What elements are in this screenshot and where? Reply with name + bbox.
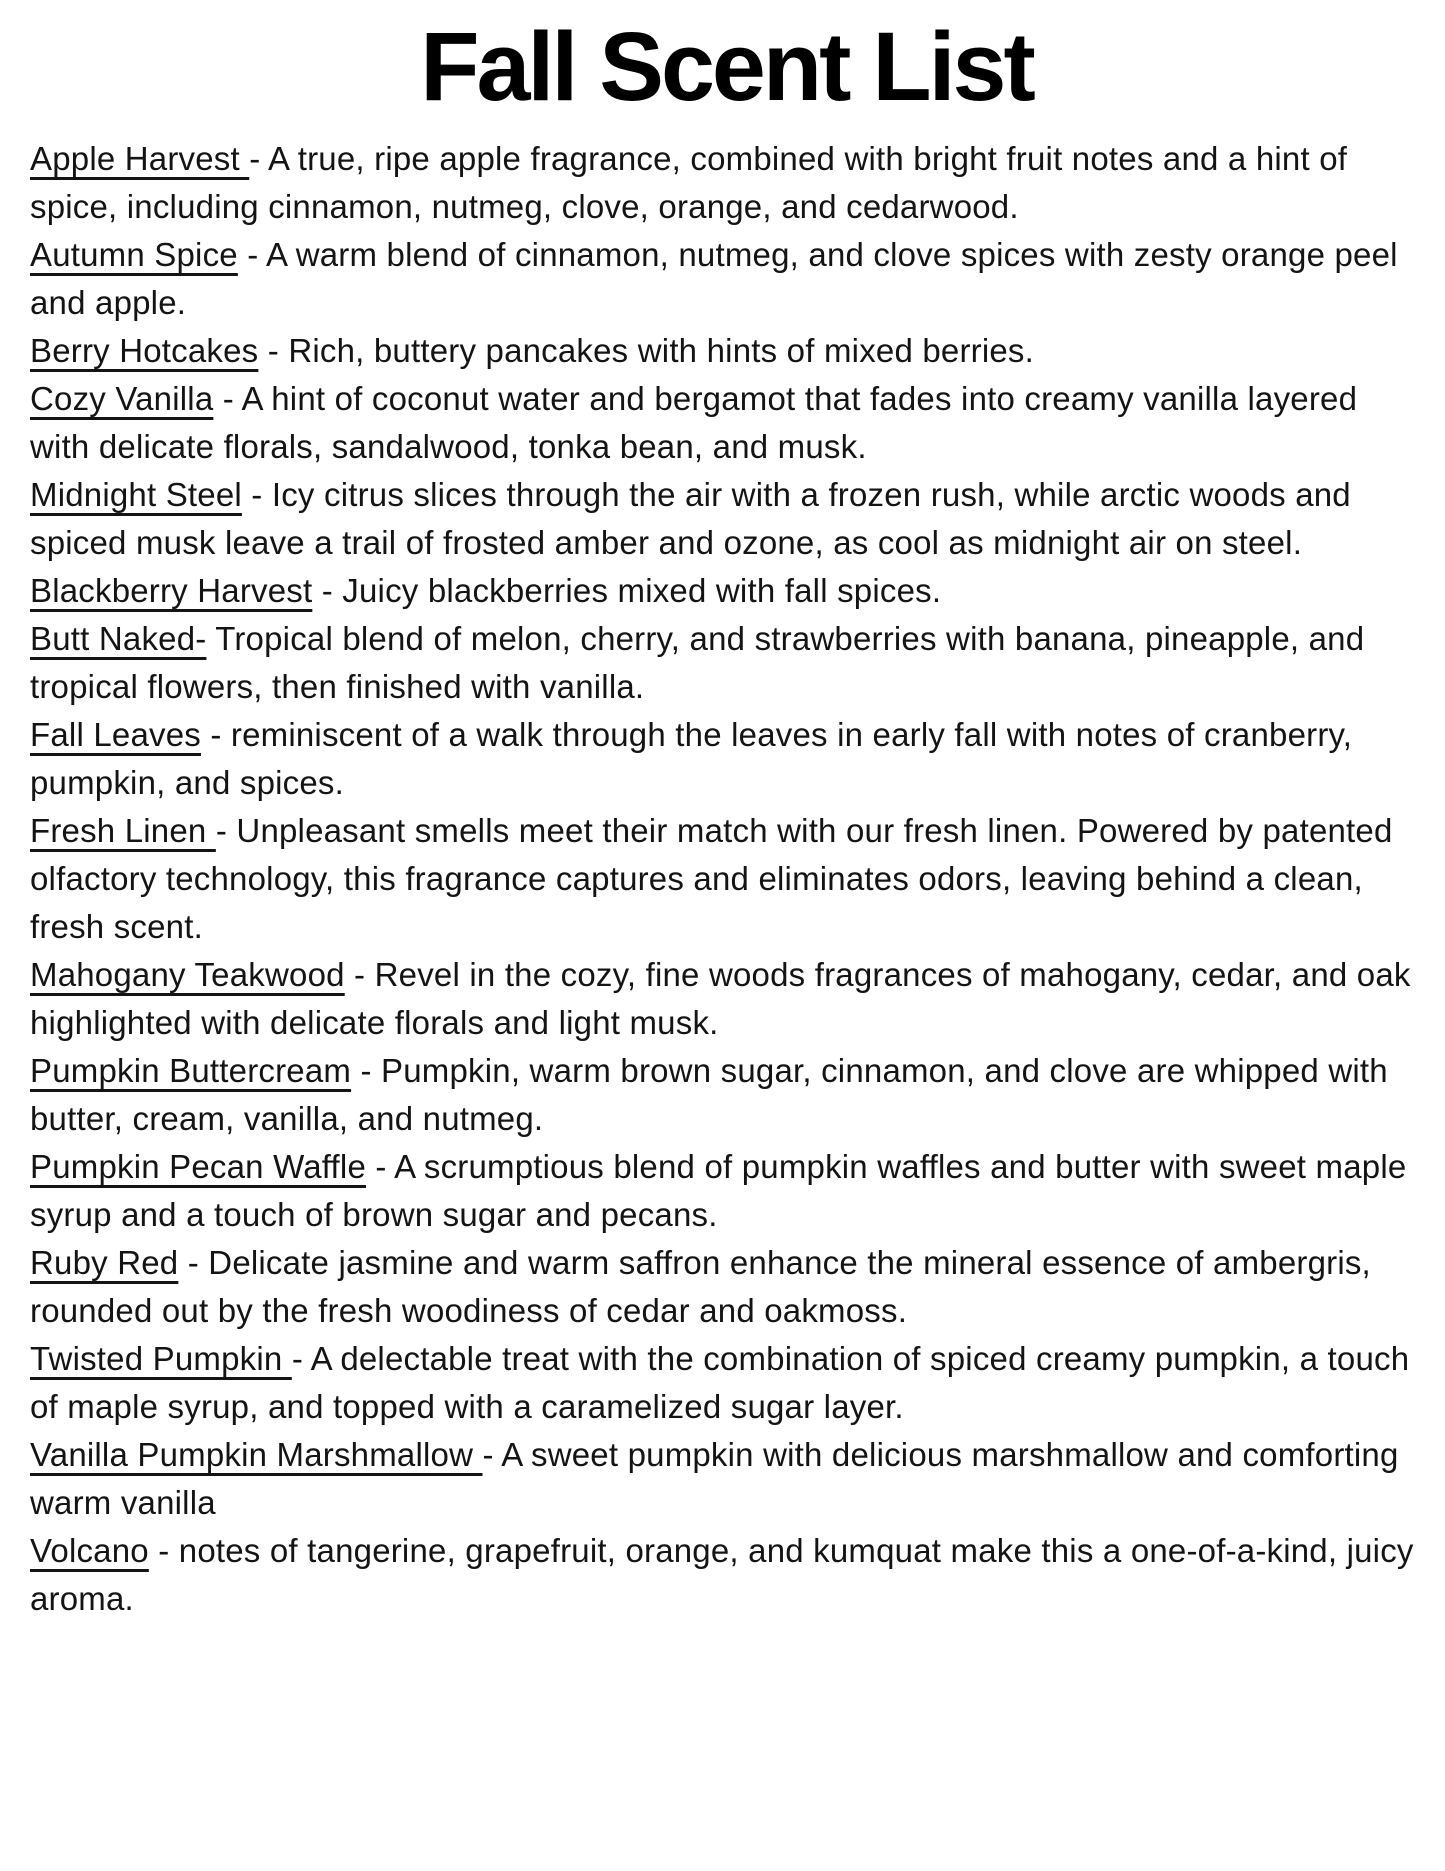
scent-description: Rich, buttery pancakes with hints of mixed berries.: [288, 331, 1035, 369]
scent-name: Fresh Linen: [30, 811, 216, 849]
scent-separator: -: [237, 235, 266, 273]
scent-separator: -: [482, 1435, 502, 1473]
scent-entry: [30, 807, 1423, 951]
scent-name: Autumn Spice: [30, 235, 238, 273]
scent-separator: -: [258, 331, 289, 369]
scent-entry: [30, 375, 1423, 471]
scent-entry: [30, 327, 1423, 375]
scent-description: Pumpkin, warm brown sugar, cinnamon, and clove are whipped with butter, cream, vanilla, and nutmeg.: [30, 1051, 1398, 1137]
scent-separator: [206, 620, 215, 657]
scent-description: Unpleasant smells meet their match with our fresh linen. Powered by patented olfactory technology, this fragrance captures and eliminates odors, leaving behind a clean, fresh scent.: [30, 811, 1402, 945]
scent-name: Fall Leaves: [30, 715, 201, 753]
scent-description: Juicy blackberries mixed with fall spices.: [342, 571, 942, 609]
scent-separator: -: [200, 715, 231, 753]
scent-description: Revel in the cozy, fine woods fragrances of mahogany, cedar, and oak highlighted with delicate florals and light musk.: [30, 955, 1420, 1041]
scent-separator: -: [241, 475, 272, 513]
scent-entry: [30, 135, 1423, 231]
scent-description: A scrumptious blend of pumpkin waffles and butter with sweet maple syrup and a touch of brown sugar and pecans.: [30, 1147, 1416, 1233]
scent-entry: [30, 567, 1423, 615]
scent-separator: -: [312, 571, 343, 609]
scent-description: Delicate jasmine and warm saffron enhance the mineral essence of ambergris, rounded out by the fresh woodiness of cedar and oakmoss.: [30, 1243, 1381, 1329]
scent-description: notes of tangerine, grapefruit, orange, and kumquat make this a one-of-a-kind, juicy aroma.: [30, 1531, 1423, 1617]
scent-separator: -: [291, 1339, 311, 1377]
scent-separator: -: [366, 1147, 395, 1185]
scent-description: Tropical blend of melon, cherry, and strawberries with banana, pineapple, and tropical flowers, then finished with vanilla.: [30, 619, 1374, 705]
scent-name: Berry Hotcakes: [30, 331, 259, 369]
scent-separator: -: [215, 811, 237, 849]
scent-description: A true, ripe apple fragrance, combined with bright fruit notes and a hint of spice, including cinnamon, nutmeg, clove, orange, and cedarwood.: [30, 139, 1357, 225]
scent-separator: -: [249, 139, 268, 177]
scent-entry: [30, 1047, 1423, 1143]
scent-name: Butt Naked-: [30, 619, 207, 657]
scent-entry: [30, 1335, 1423, 1431]
scent-entry: [30, 615, 1423, 711]
scent-description: A sweet pumpkin with delicious marshmallow and comforting warm vanilla: [30, 1435, 1408, 1521]
scent-description: Icy citrus slices through the air with a frozen rush, while arctic woods and spiced musk leave a trail of frosted amber and ozone, as cool as midnight air on steel.: [30, 475, 1361, 561]
scent-separator: -: [213, 379, 242, 417]
scent-entry: [30, 231, 1423, 327]
page-title: Fall Scent List: [420, 12, 1033, 121]
scent-entry: [30, 711, 1423, 807]
scent-name: Volcano: [30, 1531, 149, 1569]
scent-entry: [30, 471, 1423, 567]
scent-entry: [30, 1431, 1423, 1527]
scent-description: reminiscent of a walk through the leaves in early fall with notes of cranberry, pumpkin, and spices.: [30, 715, 1362, 801]
scent-name: Vanilla Pumpkin Marshmallow: [30, 1435, 483, 1473]
scent-separator: -: [344, 955, 375, 993]
scent-entry: [30, 1239, 1423, 1335]
scent-name: Pumpkin Buttercream: [30, 1051, 352, 1089]
scent-separator: -: [178, 1243, 209, 1281]
scent-separator: -: [351, 1051, 382, 1089]
scent-description: A delectable treat with the combination of spiced creamy pumpkin, a touch of maple syrup, and topped with a caramelized sugar layer.: [30, 1339, 1419, 1425]
scent-separator: -: [148, 1531, 179, 1569]
scent-name: Mahogany Teakwood: [30, 955, 345, 993]
scent-name: Pumpkin Pecan Waffle: [30, 1147, 366, 1185]
scent-entry: [30, 1527, 1423, 1623]
scent-name: Twisted Pumpkin: [30, 1339, 292, 1377]
scent-name: Ruby Red: [30, 1243, 179, 1281]
scent-entry: [30, 951, 1423, 1047]
scent-name: Blackberry Harvest: [30, 571, 313, 609]
scent-description: A hint of coconut water and bergamot that fades into creamy vanilla layered with delicate florals, sandalwood, tonka bean, and musk.: [30, 379, 1367, 465]
scent-description: A warm blend of cinnamon, nutmeg, and clove spices with zesty orange peel and apple.: [30, 235, 1408, 321]
scent-name: Cozy Vanilla: [30, 379, 214, 417]
scent-list: [30, 135, 1423, 1623]
scent-name: Apple Harvest: [30, 139, 250, 177]
scent-name: Midnight Steel: [30, 475, 242, 513]
scent-entry: [30, 1143, 1423, 1239]
